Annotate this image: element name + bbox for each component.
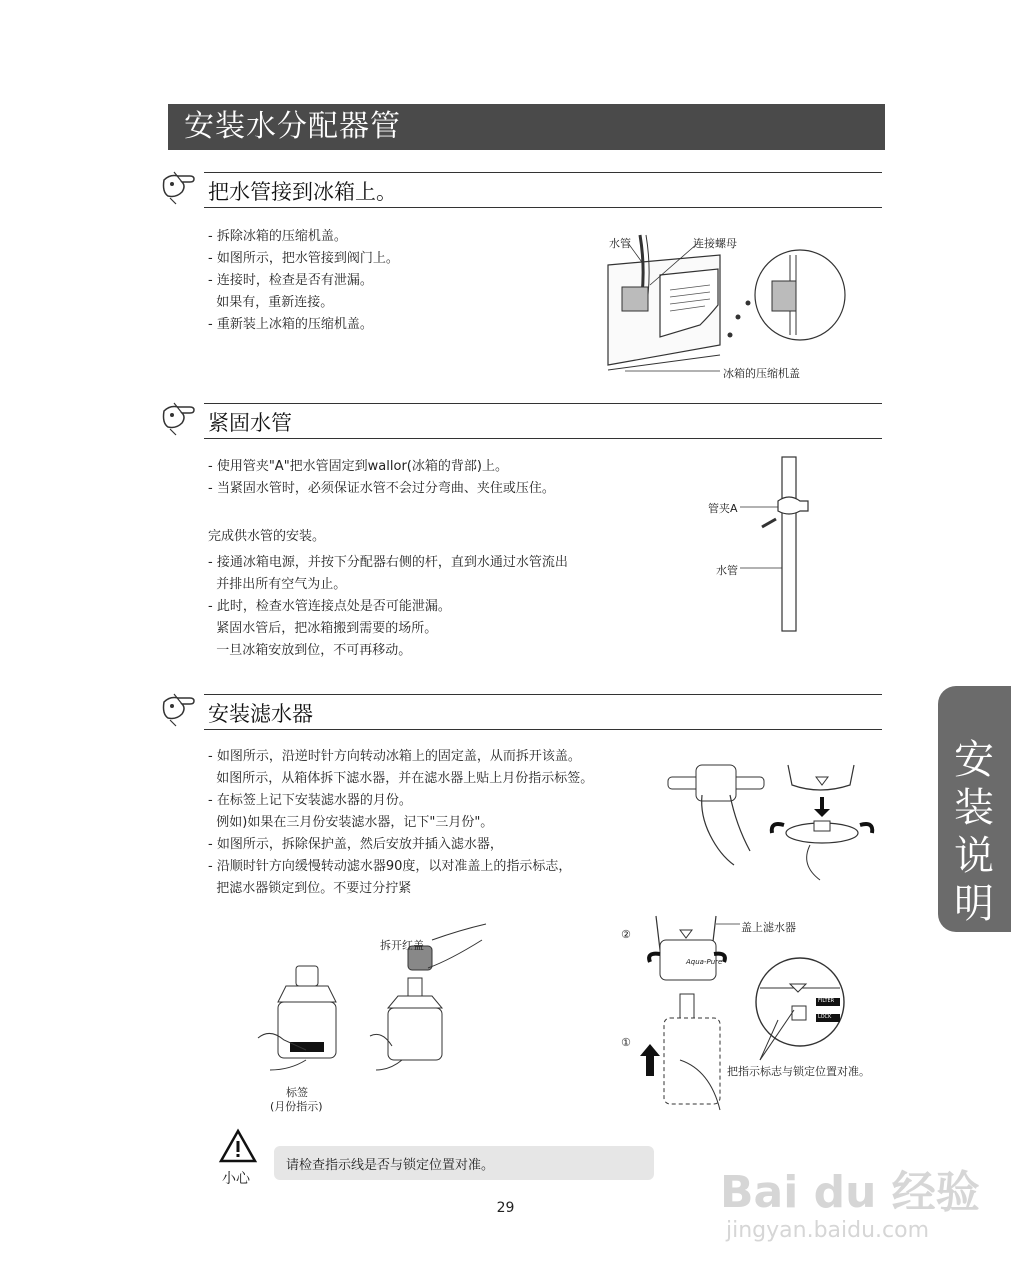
figure-label-remove-red-cap: 拆开红盖 [380, 939, 424, 952]
figure-label-step2: ② [621, 928, 631, 941]
bullet: 紧固水管后，把冰箱搬到需要的场所。 [208, 621, 438, 636]
caution-box [274, 1146, 654, 1180]
bullet: 例如)如果在三月份安装滤水器，记下"三月份"。 [208, 815, 494, 830]
watermark-url: jingyan.baidu.com [726, 1218, 930, 1243]
subheading: 完成供水管的安装。 [208, 529, 326, 544]
bullet: 如图所示，从箱体拆下滤水器，并在滤水器上贴上月份指示标签。 [208, 771, 594, 786]
bullet: - 重新装上冰箱的压缩机盖。 [208, 317, 373, 332]
bullet: - 此时，检查水管连接点处是否可能泄漏。 [208, 599, 451, 614]
figure-label-label-note: (月份指示) [270, 1100, 323, 1113]
figure-label-clamp: 管夹A [708, 502, 738, 515]
bullet: - 连接时，检查是否有泄漏。 [208, 273, 373, 288]
bullet: - 如图所示，拆除保护盖，然后安放并插入滤水器， [208, 837, 503, 852]
side-tab-label: 安装说明 [954, 737, 994, 927]
figure-label-cover-filter: 盖上滤水器 [741, 921, 796, 934]
bullet: - 沿顺时针方向缓慢转动滤水器90度，以对准盖上的指示标志， [208, 859, 572, 874]
section-2-bullets-2 [208, 552, 568, 662]
bullet: 并排出所有空气为止。 [208, 577, 347, 592]
section-heading-connect-pipe [160, 172, 882, 208]
bullet: - 在标签上记下安装滤水器的月份。 [208, 793, 412, 808]
pointing-hand-icon [160, 399, 204, 439]
warning-triangle-icon [218, 1128, 258, 1164]
bullet: 把滤水器锁定到位。不要过分拧紧 [208, 881, 412, 896]
pointing-hand-icon [160, 690, 204, 730]
section-3-bullets [208, 746, 593, 900]
caution-label: 小心 [222, 1171, 250, 1187]
filter-cap-figure [250, 920, 500, 1090]
bullet: - 如图所示，把水管接到阀门上。 [208, 251, 399, 266]
bullet: - 当紧固水管时，必须保证水管不会过分弯曲、夹住或压住。 [208, 481, 555, 496]
filter-left [258, 966, 336, 1070]
bullet: - 使用管夹"A"把水管固定到wallor(冰箱的背部)上。 [208, 459, 508, 474]
bullet: - 如图所示，沿逆时针方向转动冰箱上的固定盖，从而拆开该盖。 [208, 749, 581, 764]
figure-label-pipe-2: 水管 [716, 564, 738, 577]
figure-label-lock-2: LOCK [818, 1014, 832, 1020]
section-heading-secure-pipe [160, 403, 882, 439]
bullet: - 拆除冰箱的压缩机盖。 [208, 229, 347, 244]
bullet: 如果有，重新连接。 [208, 295, 334, 310]
watermark-brand: Bai du 经验 [720, 1167, 980, 1218]
caution-text: 请检查指示线是否与锁定位置对准。 [286, 1158, 495, 1173]
section-title: 紧固水管 [208, 411, 292, 435]
pipe-clamp-figure [700, 455, 820, 635]
figure-label-align-note: 把指示标志与锁定位置对准。 [727, 1065, 870, 1078]
figure-label-cover: 冰箱的压缩机盖 [723, 367, 800, 380]
bullet: 一旦冰箱安放到位，不可再移动。 [208, 643, 412, 658]
section-title: 把水管接到冰箱上。 [208, 180, 397, 204]
pointing-hand-icon [160, 168, 204, 208]
figure-label-nut: 连接螺母 [693, 237, 737, 250]
side-tab [938, 686, 1011, 932]
baidu-watermark [720, 1128, 990, 1268]
figure-label-filter-brand: Aqua-Pure [686, 958, 723, 966]
figure-label-pipe: 水管 [609, 237, 631, 250]
section-1-bullets [208, 226, 399, 336]
bullet: - 接通冰箱电源，并按下分配器右侧的杆，直到水通过水管流出 [208, 555, 568, 570]
section-title: 安装滤水器 [208, 702, 313, 726]
section-heading-install-filter [160, 694, 882, 730]
figure-label-lock-1: FILTER [818, 998, 835, 1004]
install-filter-figure [620, 910, 880, 1140]
figure-label-label: 标签 [286, 1086, 308, 1099]
page-number: 29 [496, 1200, 515, 1216]
page-title: 安装水分配器管 [168, 104, 885, 150]
remove-cover-figure [660, 755, 890, 885]
figure-label-step1: ① [621, 1036, 631, 1049]
section-2-bullets [208, 456, 555, 500]
